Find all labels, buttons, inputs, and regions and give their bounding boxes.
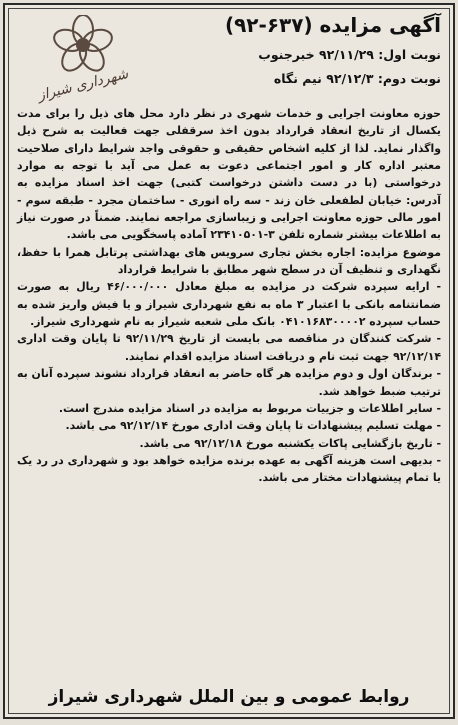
first-notice: نوبت اول: ۹۲/۱۱/۲۹ خبرجنوب [258, 47, 441, 62]
opening-date-clause: - تاریخ بازگشایی پاکات یکشنبه مورخ ۹۲/۱۲/۱۸ می باشد. [139, 436, 441, 450]
subject-label: موضوع مزایده: [359, 245, 441, 259]
ad-body [17, 105, 441, 669]
ad-frame [8, 8, 450, 714]
deposit-clause: - ارایه سپرده شرکت در مزایده به مبلغ معادل ۴۶/۰۰۰/۰۰۰ ریال به صورت ضمانتنامه بانکی با اعتبار ۳ ماه به نفع شهرداری شیراز و یا فیش واریز شده به حساب سپرده ۰۴۱۰۱۶۸۳۰۰۰۰۲ بانک ملی شعبه شیراز به نام شهرداری شیراز. [17, 280, 441, 329]
subject-text: اجاره بخش تجاری سرویس های بهداشتی پرتابل همرا با حفظ، نگهداری و تنظیف آن در سطح شهر مطابق با شرایط قرارداد [17, 245, 441, 277]
subject-paragraph [17, 244, 441, 279]
newspaper-clipping [3, 3, 455, 719]
shiraz-municipality-logo [17, 15, 149, 109]
winners-clause: - برندگان اول و دوم مزایده هر گاه حاضر به انعقاد قرارداد نشوند سپرده آنان به ترتیب ضبط خواهد شد. [17, 367, 441, 398]
registration-deadline-clause: - شرکت کنندگان در مناقصه می بایست از تاریخ ۹۲/۱۱/۲۹ تا پایان وقت اداری ۹۲/۱۲/۱۴ جهت ثبت نام و دریافت اسناد مزایده اقدام نمایند. [17, 332, 442, 363]
cost-clause: - بدیهی است هزینه آگهی به عهده برنده مزایده خواهد بود و شهرداری در رد یک یا تمام پیشنهادات مختار می باشد. [17, 453, 441, 485]
ad-title: آگهی مزایده (۶۳۷-۹۲) [224, 13, 441, 37]
submission-deadline-clause: - مهلت تسلیم پیشنهادات تا پایان وقت اداری مورخ ۹۲/۱۲/۱۴ می باشد. [65, 419, 441, 433]
ad-signature: روابط عمومی و بین الملل شهرداری شیراز [48, 687, 410, 707]
intro-paragraph: حوزه معاونت اجرایی و خدمات شهری در نظر دارد محل های ذیل را برای مدت یکسال از تاریخ انعقاد قرارداد بدون اخذ سرقفلی جهت فعالیت به شرح ذیل واگذار نماید. لذا از کلیه اشخاص حقیقی و حقوقی واجد شرایط دارای صلاحیت معتبر اداره کار و امور اجتماعی دعوت به عمل می آید با توجه به موارد درخواستی (با در دست داشتن درخواست کتبی) جهت اخذ اسناد مزایده به آدرس: خیابان لطفعلی خان زند - سه راه انوری - ساختمان مجرد - طبقه سوم - امور مالی حوزه معاونت اجرایی و زیباسازی مراجعه نمایند. ضمناً در صورت نیاز به اطلاعات بیشتر شماره تلفن ۳-۲۳۴۱۰۵۰۱ آماده پاسخگویی می باشد. [17, 107, 441, 242]
logo-text: شهرداری شیراز [36, 66, 130, 104]
ad-header [9, 9, 449, 111]
other-info-clause: - سایر اطلاعات و جزییات مربوط به مزایده در اسناد مزایده مندرج است. [58, 401, 441, 415]
second-notice: نوبت دوم: ۹۲/۱۲/۳ نیم نگاه [273, 71, 441, 86]
